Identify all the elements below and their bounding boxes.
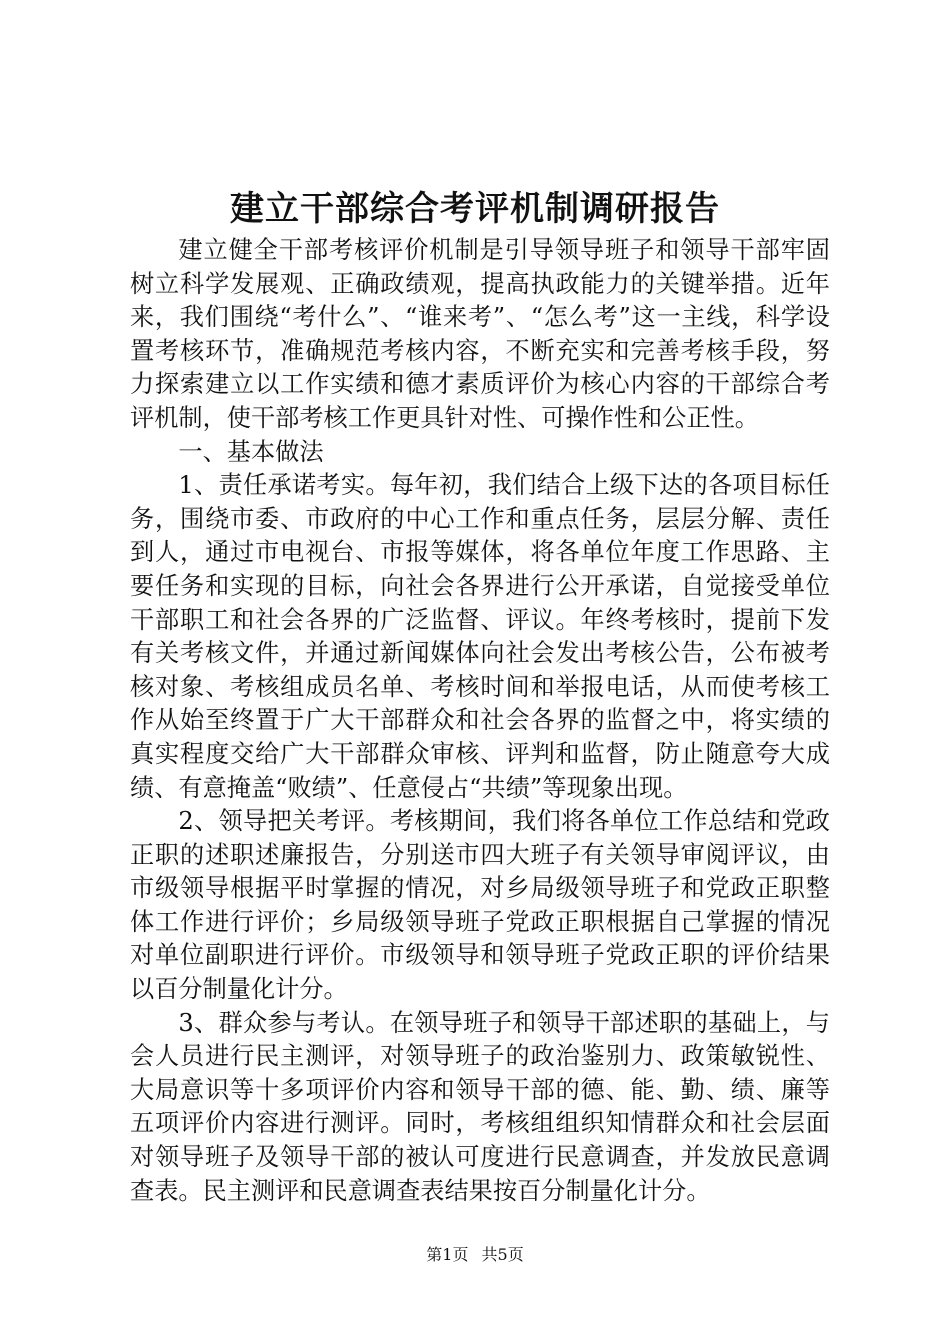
- page-footer: [0, 1245, 950, 1265]
- section-heading: 一、基本做法: [178, 437, 324, 466]
- intro-paragraph: 建立健全干部考核评价机制是引导领导班子和领导干部牢固树立科学发展观、正确政绩观，提高执政能力的关键举措。近年来，我们围绕“考什么”、“谁来考”、“怎么考”这一主线，科学设置考核环节，准确规范考核内容，不断充实和完善考核手段，努力探索建立以工作实绩和德才素质评价为核心内容的干部综合考评机制，使干部考核工作更具针对性、可操作性和公正性。: [130, 236, 830, 432]
- page-total: 共5页: [481, 1245, 524, 1264]
- item-paragraph-2: 2、领导把关考评。考核期间，我们将各单位工作总结和党政正职的述职述廉报告，分别送市四大班子有关领导审阅评议，由市级领导根据平时掌握的情况，对乡局级领导班子和党政正职整体工作进行评价；乡局级领导班子党政正职根据自己掌握的情况对单位副职进行评价。市级领导和领导班子党政正职的评价结果以百分制量化计分。: [130, 807, 830, 1004]
- page-number: 第1页: [426, 1245, 469, 1264]
- document-body: [130, 234, 830, 1208]
- item-paragraph-3: 3、群众参与考认。在领导班子和领导干部述职的基础上，与会人员进行民主测评，对领导班子的政治鉴别力、政策敏锐性、大局意识等十多项评价内容和领导干部的德、能、勤、绩、廉等五项评价内容进行测评。同时，考核组组织知情群众和社会层面对领导班子及领导干部的被认可度进行民意调查，并发放民意调查表。民主测评和民意调查表结果按百分制量化计分。: [130, 1008, 830, 1205]
- document-title: 建立干部综合考评机制调研报告: [230, 189, 720, 229]
- item-paragraph-1: 1、责任承诺考实。每年初，我们结合上级下达的各项目标任务，围绕市委、市政府的中心工作和重点任务，层层分解、责任到人，通过市电视台、市报等媒体，将各单位年度工作思路、主要任务和实现的目标，向社会各界进行公开承诺，自觉接受单位干部职工和社会各界的广泛监督、评议。年终考核时，提前下发有关考核文件，并通过新闻媒体向社会发出考核公告，公布被考核对象、考核组成员名单、考核时间和举报电话，从而使考核工作从始至终置于广大干部群众和社会各界的监督之中，将实绩的真实程度交给广大干部群众审核、评判和监督，防止随意夸大成绩、有意掩盖“败绩”、任意侵占“共绩”等现象出现。: [130, 471, 830, 802]
